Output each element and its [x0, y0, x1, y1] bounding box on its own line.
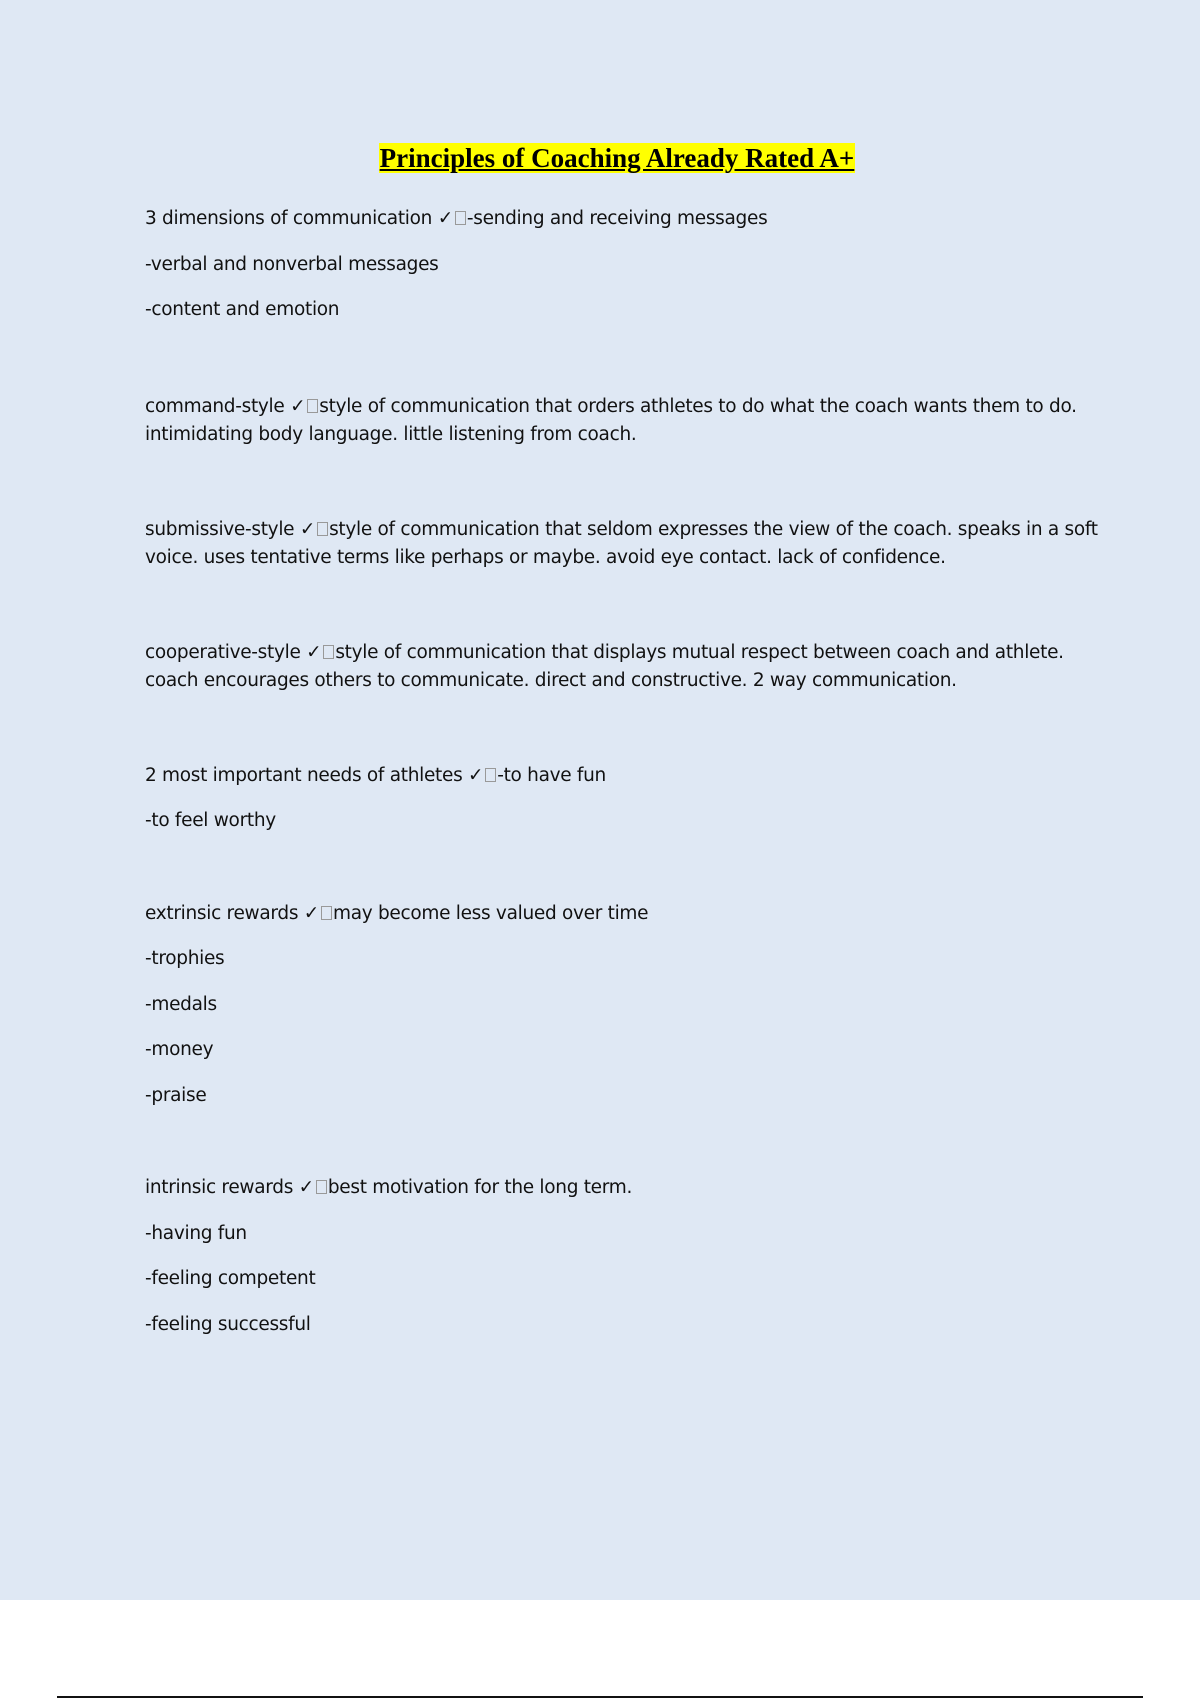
list-item: -medals: [145, 994, 217, 1015]
check-icon: ✓: [298, 1177, 314, 1198]
list-item: -having fun: [145, 1223, 247, 1244]
entry-term: 2 most important needs of athletes: [145, 765, 463, 786]
check-icon: ✓: [468, 765, 484, 786]
box-icon: [323, 645, 334, 659]
box-icon: [321, 906, 332, 920]
footer-rule: [57, 1696, 1143, 1698]
entry-paragraph: [145, 639, 1105, 695]
entry-definition: best motivation for the long term.: [327, 1177, 633, 1198]
entry-term: extrinsic rewards: [145, 903, 299, 924]
entry-definition: -sending and receiving messages: [466, 208, 768, 229]
entry-definition: style of communication that displays mutual respect between coach and athlete. coach encourages others to communicate. direct and constructive. 2 way communication.: [145, 642, 1064, 691]
document-title: Principles of Coaching Already Rated A+: [379, 143, 855, 173]
check-icon: ✓: [299, 519, 316, 540]
check-icon: ✓: [303, 903, 319, 924]
list-item: -feeling successful: [145, 1314, 311, 1335]
entry-term: command-style: [145, 396, 285, 417]
entry-line: [145, 765, 606, 786]
check-icon: ✓: [290, 396, 306, 417]
entry-term: 3 dimensions of communication: [145, 208, 433, 229]
box-icon: [316, 1180, 327, 1194]
box-icon: [455, 211, 466, 225]
box-icon: [307, 399, 318, 413]
list-item: -trophies: [145, 948, 225, 969]
entry-term: intrinsic rewards: [145, 1177, 294, 1198]
check-icon: ✓: [306, 642, 322, 663]
entry-term: submissive-style: [145, 519, 295, 540]
title-container: [0, 143, 1200, 174]
entry-line: [145, 1177, 632, 1198]
entry-term: cooperative-style: [145, 642, 301, 663]
entry-definition: style of communication that orders athletes to do what the coach wants them to do. intimidating body language. little listening from coach.: [145, 396, 1077, 445]
entry-line: [145, 208, 767, 229]
list-item: -feeling competent: [145, 1268, 316, 1289]
box-icon: [317, 522, 328, 536]
list-item: -verbal and nonverbal messages: [145, 254, 439, 275]
check-icon: ✓: [437, 208, 453, 229]
list-item: -money: [145, 1039, 214, 1060]
entry-definition: style of communication that seldom expresses the view of the coach. speaks in a soft voice. uses tentative terms like perhaps or maybe. avoid eye contact. lack of confidence.: [145, 519, 1098, 568]
list-item: -content and emotion: [145, 299, 340, 320]
entry-line: [145, 903, 648, 924]
list-item: -praise: [145, 1085, 207, 1106]
entry-paragraph: [145, 393, 1105, 449]
list-item: -to feel worthy: [145, 810, 276, 831]
entry-paragraph: [145, 516, 1105, 572]
entry-definition: -to have fun: [497, 765, 606, 786]
entry-definition: may become less valued over time: [332, 903, 649, 924]
box-icon: [485, 768, 496, 782]
